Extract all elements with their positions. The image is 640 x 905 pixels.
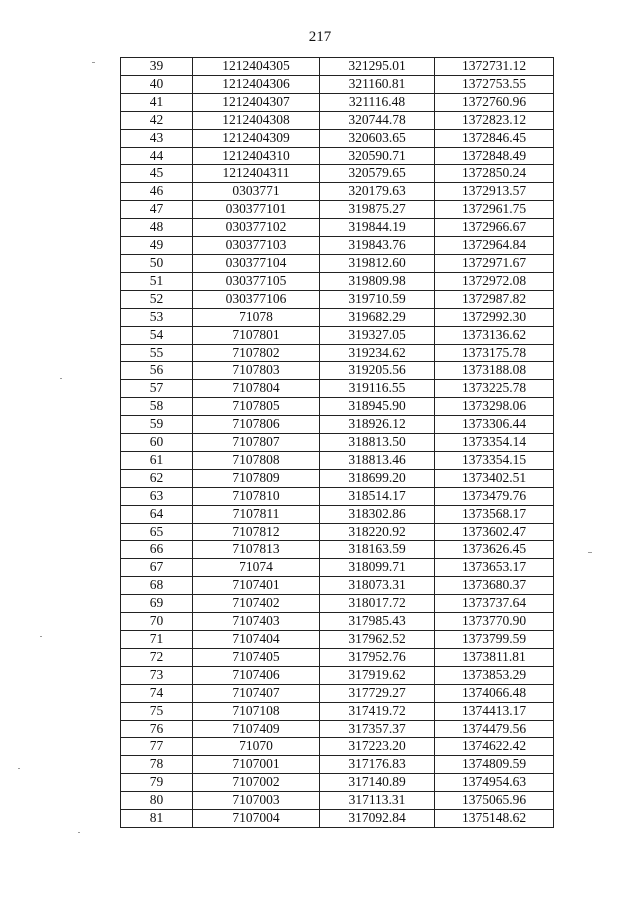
table-row: [121, 631, 554, 649]
table-row: [121, 720, 554, 738]
row-number-cell: 70: [121, 613, 193, 631]
scan-mark: [60, 378, 62, 379]
coordinates-table: [120, 57, 554, 828]
point-id-cell: 030377101: [193, 201, 320, 219]
table-row: [121, 434, 554, 452]
table-row: [121, 398, 554, 416]
row-number-cell: 40: [121, 75, 193, 93]
table-row: [121, 93, 554, 111]
point-id-cell: 7107409: [193, 720, 320, 738]
row-number-cell: 68: [121, 577, 193, 595]
row-number-cell: 73: [121, 666, 193, 684]
y-coordinate-cell: 1373298.06: [435, 398, 554, 416]
x-coordinate-cell: 317223.20: [320, 738, 435, 756]
row-number-cell: 57: [121, 380, 193, 398]
y-coordinate-cell: 1373737.64: [435, 595, 554, 613]
x-coordinate-cell: 320579.65: [320, 165, 435, 183]
y-coordinate-cell: 1373306.44: [435, 416, 554, 434]
point-id-cell: 71070: [193, 738, 320, 756]
table-row: [121, 451, 554, 469]
x-coordinate-cell: 318813.50: [320, 434, 435, 452]
table-row: [121, 505, 554, 523]
table-row: [121, 254, 554, 272]
x-coordinate-cell: 319710.59: [320, 290, 435, 308]
table-row: [121, 362, 554, 380]
x-coordinate-cell: 318073.31: [320, 577, 435, 595]
y-coordinate-cell: 1373354.15: [435, 451, 554, 469]
table-row: [121, 308, 554, 326]
row-number-cell: 42: [121, 111, 193, 129]
table-row: [121, 738, 554, 756]
y-coordinate-cell: 1372992.30: [435, 308, 554, 326]
table-row: [121, 75, 554, 93]
point-id-cell: 7107002: [193, 774, 320, 792]
point-id-cell: 7107813: [193, 541, 320, 559]
x-coordinate-cell: 320590.71: [320, 147, 435, 165]
x-coordinate-cell: 320179.63: [320, 183, 435, 201]
row-number-cell: 64: [121, 505, 193, 523]
x-coordinate-cell: 321116.48: [320, 93, 435, 111]
x-coordinate-cell: 318813.46: [320, 451, 435, 469]
x-coordinate-cell: 317113.31: [320, 792, 435, 810]
y-coordinate-cell: 1372964.84: [435, 237, 554, 255]
point-id-cell: 0303771: [193, 183, 320, 201]
y-coordinate-cell: 1373626.45: [435, 541, 554, 559]
point-id-cell: 7107810: [193, 487, 320, 505]
row-number-cell: 81: [121, 810, 193, 828]
y-coordinate-cell: 1374954.63: [435, 774, 554, 792]
x-coordinate-cell: 317952.76: [320, 648, 435, 666]
point-id-cell: 7107803: [193, 362, 320, 380]
point-id-cell: 7107004: [193, 810, 320, 828]
row-number-cell: 55: [121, 344, 193, 362]
point-id-cell: 7107001: [193, 756, 320, 774]
table-row: [121, 756, 554, 774]
row-number-cell: 80: [121, 792, 193, 810]
x-coordinate-cell: 319843.76: [320, 237, 435, 255]
point-id-cell: 7107108: [193, 702, 320, 720]
y-coordinate-cell: 1373770.90: [435, 613, 554, 631]
point-id-cell: 7107809: [193, 469, 320, 487]
row-number-cell: 72: [121, 648, 193, 666]
scan-mark: [18, 768, 20, 769]
x-coordinate-cell: 318945.90: [320, 398, 435, 416]
point-id-cell: 7107805: [193, 398, 320, 416]
y-coordinate-cell: 1372848.49: [435, 147, 554, 165]
row-number-cell: 51: [121, 272, 193, 290]
x-coordinate-cell: 321160.81: [320, 75, 435, 93]
row-number-cell: 60: [121, 434, 193, 452]
y-coordinate-cell: 1374622.42: [435, 738, 554, 756]
point-id-cell: 7107003: [193, 792, 320, 810]
y-coordinate-cell: 1372961.75: [435, 201, 554, 219]
y-coordinate-cell: 1373402.51: [435, 469, 554, 487]
y-coordinate-cell: 1373680.37: [435, 577, 554, 595]
x-coordinate-cell: 317092.84: [320, 810, 435, 828]
table-row: [121, 201, 554, 219]
y-coordinate-cell: 1372760.96: [435, 93, 554, 111]
y-coordinate-cell: 1374809.59: [435, 756, 554, 774]
row-number-cell: 58: [121, 398, 193, 416]
table-row: [121, 165, 554, 183]
y-coordinate-cell: 1372731.12: [435, 58, 554, 76]
table-row: [121, 648, 554, 666]
y-coordinate-cell: 1372971.67: [435, 254, 554, 272]
row-number-cell: 66: [121, 541, 193, 559]
y-coordinate-cell: 1373811.81: [435, 648, 554, 666]
row-number-cell: 53: [121, 308, 193, 326]
x-coordinate-cell: 319844.19: [320, 219, 435, 237]
point-id-cell: 030377105: [193, 272, 320, 290]
table-row: [121, 774, 554, 792]
table-row: [121, 147, 554, 165]
point-id-cell: 7107801: [193, 326, 320, 344]
table-row: [121, 129, 554, 147]
point-id-cell: 7107405: [193, 648, 320, 666]
x-coordinate-cell: 320744.78: [320, 111, 435, 129]
table-row: [121, 183, 554, 201]
point-id-cell: 1212404309: [193, 129, 320, 147]
row-number-cell: 43: [121, 129, 193, 147]
y-coordinate-cell: 1372966.67: [435, 219, 554, 237]
point-id-cell: 1212404307: [193, 93, 320, 111]
y-coordinate-cell: 1373225.78: [435, 380, 554, 398]
row-number-cell: 79: [121, 774, 193, 792]
table-row: [121, 58, 554, 76]
x-coordinate-cell: 318099.71: [320, 559, 435, 577]
x-coordinate-cell: 318163.59: [320, 541, 435, 559]
table-row: [121, 577, 554, 595]
table-row: [121, 523, 554, 541]
row-number-cell: 65: [121, 523, 193, 541]
table-row: [121, 326, 554, 344]
x-coordinate-cell: 317729.27: [320, 684, 435, 702]
row-number-cell: 45: [121, 165, 193, 183]
y-coordinate-cell: 1375148.62: [435, 810, 554, 828]
x-coordinate-cell: 319327.05: [320, 326, 435, 344]
row-number-cell: 75: [121, 702, 193, 720]
x-coordinate-cell: 318926.12: [320, 416, 435, 434]
scan-mark: [78, 832, 80, 833]
x-coordinate-cell: 318017.72: [320, 595, 435, 613]
table-row: [121, 272, 554, 290]
row-number-cell: 39: [121, 58, 193, 76]
point-id-cell: 7107403: [193, 613, 320, 631]
y-coordinate-cell: 1373136.62: [435, 326, 554, 344]
x-coordinate-cell: 318220.92: [320, 523, 435, 541]
y-coordinate-cell: 1373175.78: [435, 344, 554, 362]
y-coordinate-cell: 1372972.08: [435, 272, 554, 290]
point-id-cell: 030377103: [193, 237, 320, 255]
row-number-cell: 54: [121, 326, 193, 344]
point-id-cell: 1212404311: [193, 165, 320, 183]
point-id-cell: 7107404: [193, 631, 320, 649]
table-row: [121, 613, 554, 631]
point-id-cell: 7107804: [193, 380, 320, 398]
x-coordinate-cell: 317357.37: [320, 720, 435, 738]
row-number-cell: 59: [121, 416, 193, 434]
row-number-cell: 77: [121, 738, 193, 756]
x-coordinate-cell: 319809.98: [320, 272, 435, 290]
x-coordinate-cell: 317419.72: [320, 702, 435, 720]
row-number-cell: 49: [121, 237, 193, 255]
table-row: [121, 111, 554, 129]
table-row: [121, 219, 554, 237]
table-row: [121, 541, 554, 559]
row-number-cell: 69: [121, 595, 193, 613]
x-coordinate-cell: 319116.55: [320, 380, 435, 398]
x-coordinate-cell: 317985.43: [320, 613, 435, 631]
table-row: [121, 469, 554, 487]
point-id-cell: 1212404305: [193, 58, 320, 76]
y-coordinate-cell: 1373479.76: [435, 487, 554, 505]
scan-mark: [92, 62, 95, 63]
x-coordinate-cell: 319875.27: [320, 201, 435, 219]
y-coordinate-cell: 1372846.45: [435, 129, 554, 147]
y-coordinate-cell: 1372823.12: [435, 111, 554, 129]
table-row: [121, 792, 554, 810]
y-coordinate-cell: 1373653.17: [435, 559, 554, 577]
point-id-cell: 1212404306: [193, 75, 320, 93]
table-row: [121, 237, 554, 255]
point-id-cell: 7107406: [193, 666, 320, 684]
row-number-cell: 71: [121, 631, 193, 649]
row-number-cell: 52: [121, 290, 193, 308]
table-row: [121, 344, 554, 362]
row-number-cell: 62: [121, 469, 193, 487]
point-id-cell: 7107806: [193, 416, 320, 434]
table-row: [121, 487, 554, 505]
y-coordinate-cell: 1373354.14: [435, 434, 554, 452]
point-id-cell: 1212404310: [193, 147, 320, 165]
y-coordinate-cell: 1374479.56: [435, 720, 554, 738]
point-id-cell: 7107402: [193, 595, 320, 613]
row-number-cell: 76: [121, 720, 193, 738]
x-coordinate-cell: 317140.89: [320, 774, 435, 792]
point-id-cell: 7107401: [193, 577, 320, 595]
page-number: 217: [308, 29, 332, 45]
table-row: [121, 810, 554, 828]
point-id-cell: 030377104: [193, 254, 320, 272]
row-number-cell: 47: [121, 201, 193, 219]
table-row: [121, 559, 554, 577]
point-id-cell: 71078: [193, 308, 320, 326]
x-coordinate-cell: 318302.86: [320, 505, 435, 523]
point-id-cell: 7107811: [193, 505, 320, 523]
x-coordinate-cell: 320603.65: [320, 129, 435, 147]
y-coordinate-cell: 1373799.59: [435, 631, 554, 649]
table-row: [121, 290, 554, 308]
y-coordinate-cell: 1372913.57: [435, 183, 554, 201]
row-number-cell: 48: [121, 219, 193, 237]
y-coordinate-cell: 1374413.17: [435, 702, 554, 720]
y-coordinate-cell: 1375065.96: [435, 792, 554, 810]
row-number-cell: 44: [121, 147, 193, 165]
coordinates-table-body: [121, 58, 554, 828]
x-coordinate-cell: 318699.20: [320, 469, 435, 487]
row-number-cell: 78: [121, 756, 193, 774]
row-number-cell: 41: [121, 93, 193, 111]
y-coordinate-cell: 1373853.29: [435, 666, 554, 684]
x-coordinate-cell: 317176.83: [320, 756, 435, 774]
point-id-cell: 1212404308: [193, 111, 320, 129]
table-row: [121, 684, 554, 702]
row-number-cell: 56: [121, 362, 193, 380]
table-row: [121, 702, 554, 720]
scan-mark: [40, 636, 42, 637]
scan-mark: [588, 552, 592, 553]
x-coordinate-cell: 317962.52: [320, 631, 435, 649]
point-id-cell: 7107407: [193, 684, 320, 702]
y-coordinate-cell: 1374066.48: [435, 684, 554, 702]
x-coordinate-cell: 319234.62: [320, 344, 435, 362]
y-coordinate-cell: 1373568.17: [435, 505, 554, 523]
point-id-cell: 71074: [193, 559, 320, 577]
row-number-cell: 63: [121, 487, 193, 505]
point-id-cell: 030377102: [193, 219, 320, 237]
y-coordinate-cell: 1373602.47: [435, 523, 554, 541]
x-coordinate-cell: 319205.56: [320, 362, 435, 380]
point-id-cell: 030377106: [193, 290, 320, 308]
table-row: [121, 416, 554, 434]
x-coordinate-cell: 318514.17: [320, 487, 435, 505]
y-coordinate-cell: 1372753.55: [435, 75, 554, 93]
row-number-cell: 61: [121, 451, 193, 469]
table-row: [121, 380, 554, 398]
x-coordinate-cell: 321295.01: [320, 58, 435, 76]
y-coordinate-cell: 1372850.24: [435, 165, 554, 183]
row-number-cell: 67: [121, 559, 193, 577]
row-number-cell: 46: [121, 183, 193, 201]
point-id-cell: 7107812: [193, 523, 320, 541]
table-row: [121, 666, 554, 684]
point-id-cell: 7107808: [193, 451, 320, 469]
x-coordinate-cell: 319812.60: [320, 254, 435, 272]
point-id-cell: 7107802: [193, 344, 320, 362]
point-id-cell: 7107807: [193, 434, 320, 452]
row-number-cell: 50: [121, 254, 193, 272]
x-coordinate-cell: 317919.62: [320, 666, 435, 684]
table-row: [121, 595, 554, 613]
y-coordinate-cell: 1372987.82: [435, 290, 554, 308]
x-coordinate-cell: 319682.29: [320, 308, 435, 326]
row-number-cell: 74: [121, 684, 193, 702]
y-coordinate-cell: 1373188.08: [435, 362, 554, 380]
